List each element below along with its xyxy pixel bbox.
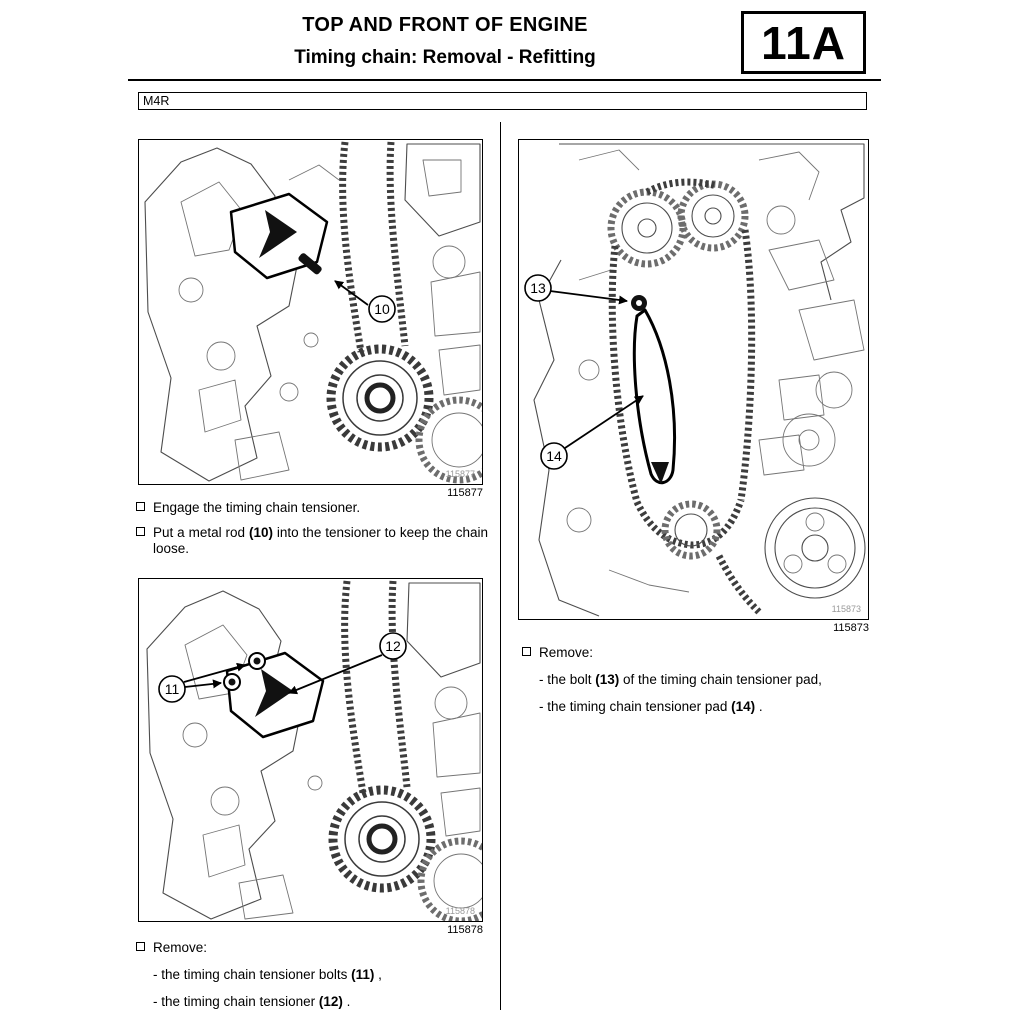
remove-item: [522, 699, 868, 715]
figure-caption: 115878: [447, 924, 483, 936]
item-text-part: .: [755, 699, 763, 714]
figure-caption: 115873: [833, 622, 869, 634]
figure-115877: [138, 139, 483, 485]
crank-sprocket-art: [331, 349, 482, 480]
callout-10-label: 10: [374, 301, 390, 317]
part-ref-14: (14): [731, 699, 756, 714]
figure-ref-inline: 115873: [831, 604, 861, 614]
item-text-part: ,: [374, 967, 382, 982]
square-bullet-icon: [136, 942, 145, 951]
accessory-pulley-art: [765, 498, 865, 598]
part-ref-13: (13): [595, 672, 620, 687]
figure-ref-inline: 115878: [445, 906, 475, 916]
part-ref-10: (10): [248, 525, 273, 540]
instruction-step: [522, 645, 868, 661]
remove-item: [136, 994, 488, 1010]
callout-10: [335, 281, 395, 322]
engine-illustration-tensioner-rod: [139, 140, 482, 484]
instruction-step: [136, 500, 488, 516]
page-subtitle: Timing chain: Removal - Refitting: [294, 47, 596, 68]
square-bullet-icon: [136, 502, 145, 511]
figure-115873: [518, 139, 869, 620]
item-text-part: - the timing chain tensioner bolts: [153, 967, 352, 982]
instructions-tensioner: [136, 500, 488, 566]
engine-block-art: [145, 144, 480, 481]
step-text: [153, 525, 488, 557]
remove-label: Remove:: [153, 940, 208, 955]
engine-illustration-tensioner-pad: [519, 140, 868, 619]
step-text-part: into the tensioner to keep the chain loose.: [153, 525, 488, 556]
tensioner-art: [224, 653, 323, 737]
item-text-part: of the timing chain tensioner pad,: [619, 672, 822, 687]
cam-sprockets-art: [611, 184, 745, 264]
instructions-remove-right: [522, 645, 868, 715]
section-code: 11A: [761, 16, 846, 69]
engine-block-art: [147, 583, 480, 919]
page-title: TOP AND FRONT OF ENGINE: [302, 14, 588, 36]
item-text-part: - the bolt: [539, 672, 596, 687]
part-ref-11: (11): [351, 967, 375, 982]
callout-12-label: 12: [385, 638, 401, 654]
callout-14-label: 14: [546, 448, 562, 464]
timing-chain-art: [345, 581, 407, 793]
step-text: Engage the timing chain tensioner.: [153, 500, 361, 515]
instruction-step: [136, 940, 488, 956]
header: [130, 14, 760, 69]
water-pump-pulley-art: [783, 414, 835, 466]
item-text-part: - the timing chain tensioner pad: [539, 699, 732, 714]
timing-chain-art: [612, 182, 759, 612]
figure-caption: 115877: [447, 487, 483, 499]
engine-illustration-tensioner-bolts: [139, 579, 482, 921]
item-text-part: .: [342, 994, 351, 1009]
remove-item: [522, 672, 868, 688]
figure-ref-inline: 115877: [445, 469, 475, 479]
callout-13-label: 13: [530, 280, 546, 296]
square-bullet-icon: [136, 527, 145, 536]
remove-item: [136, 967, 488, 983]
engine-code: M4R: [143, 94, 170, 108]
instruction-step: [136, 525, 488, 557]
square-bullet-icon: [522, 647, 531, 656]
instructions-remove-left: [136, 940, 488, 1010]
header-divider: [128, 79, 881, 81]
engine-code-box: [138, 92, 867, 110]
figure-115878: [138, 578, 483, 922]
column-divider: [500, 122, 501, 1010]
item-text-part: - the timing chain tensioner: [153, 994, 319, 1009]
crank-sprocket-art: [333, 790, 482, 921]
part-ref-12: (12): [318, 994, 343, 1009]
remove-label: Remove:: [539, 645, 594, 660]
tensioner-pad-art: [631, 295, 675, 484]
tensioner-with-rod-art: [231, 194, 327, 278]
timing-chain-art: [343, 142, 405, 352]
callout-11-label: 11: [164, 681, 180, 697]
step-text-part: Put a metal rod: [153, 525, 249, 540]
section-code-box: [741, 11, 866, 74]
